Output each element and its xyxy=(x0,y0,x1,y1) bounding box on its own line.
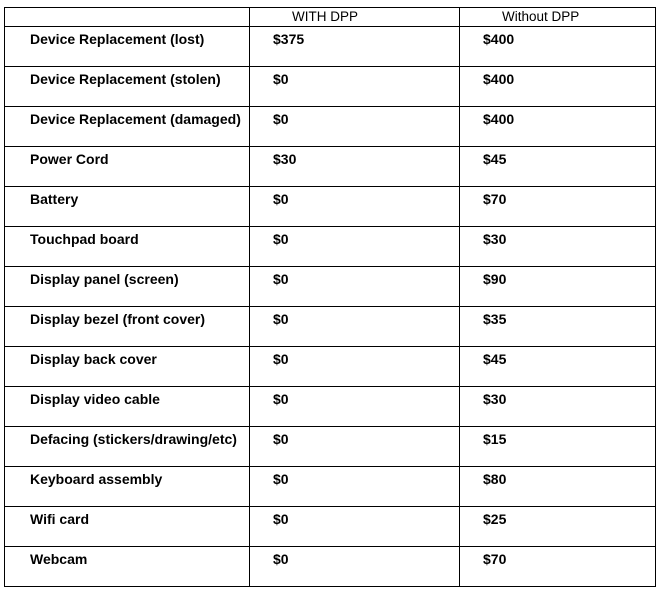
table-row xyxy=(5,107,656,147)
without-dpp-cost: $25 xyxy=(460,507,656,547)
header-without-dpp: Without DPP xyxy=(460,8,656,27)
item-name: Webcam xyxy=(5,547,250,587)
with-dpp-cost: $0 xyxy=(250,187,460,227)
table-row xyxy=(5,227,656,267)
with-dpp-cost: $0 xyxy=(250,467,460,507)
table-row xyxy=(5,427,656,467)
item-name: Touchpad board xyxy=(5,227,250,267)
item-name: Display bezel (front cover) xyxy=(5,307,250,347)
with-dpp-cost: $375 xyxy=(250,27,460,67)
with-dpp-cost: $0 xyxy=(250,347,460,387)
item-name: Display panel (screen) xyxy=(5,267,250,307)
with-dpp-cost: $0 xyxy=(250,227,460,267)
without-dpp-cost: $70 xyxy=(460,187,656,227)
table-row xyxy=(5,307,656,347)
item-name: Keyboard assembly xyxy=(5,467,250,507)
item-name: Battery xyxy=(5,187,250,227)
with-dpp-cost: $0 xyxy=(250,547,460,587)
table-row xyxy=(5,387,656,427)
item-name: Display back cover xyxy=(5,347,250,387)
without-dpp-cost: $400 xyxy=(460,67,656,107)
item-name: Device Replacement (stolen) xyxy=(5,67,250,107)
header-row xyxy=(5,8,656,27)
repair-fee-table xyxy=(4,7,656,587)
without-dpp-cost: $90 xyxy=(460,267,656,307)
with-dpp-cost: $0 xyxy=(250,267,460,307)
table-header xyxy=(5,8,656,27)
item-name: Defacing (stickers/drawing/etc) xyxy=(5,427,250,467)
without-dpp-cost: $15 xyxy=(460,427,656,467)
with-dpp-cost: $0 xyxy=(250,427,460,467)
without-dpp-cost: $80 xyxy=(460,467,656,507)
with-dpp-cost: $0 xyxy=(250,387,460,427)
table-row xyxy=(5,147,656,187)
table-body xyxy=(5,27,656,587)
table-row xyxy=(5,67,656,107)
with-dpp-cost: $0 xyxy=(250,307,460,347)
without-dpp-cost: $30 xyxy=(460,227,656,267)
with-dpp-cost: $0 xyxy=(250,507,460,547)
table-row xyxy=(5,267,656,307)
header-with-dpp: WITH DPP xyxy=(250,8,460,27)
item-name: Wifi card xyxy=(5,507,250,547)
item-name: Device Replacement (lost) xyxy=(5,27,250,67)
table-row xyxy=(5,347,656,387)
item-name: Display video cable xyxy=(5,387,250,427)
table-row xyxy=(5,467,656,507)
table-row xyxy=(5,507,656,547)
without-dpp-cost: $70 xyxy=(460,547,656,587)
without-dpp-cost: $400 xyxy=(460,107,656,147)
without-dpp-cost: $400 xyxy=(460,27,656,67)
without-dpp-cost: $45 xyxy=(460,347,656,387)
without-dpp-cost: $35 xyxy=(460,307,656,347)
table-row xyxy=(5,27,656,67)
with-dpp-cost: $30 xyxy=(250,147,460,187)
with-dpp-cost: $0 xyxy=(250,67,460,107)
without-dpp-cost: $30 xyxy=(460,387,656,427)
table-row xyxy=(5,187,656,227)
item-name: Device Replacement (damaged) xyxy=(5,107,250,147)
without-dpp-cost: $45 xyxy=(460,147,656,187)
header-item-cell xyxy=(5,8,250,27)
with-dpp-cost: $0 xyxy=(250,107,460,147)
table-row xyxy=(5,547,656,587)
item-name: Power Cord xyxy=(5,147,250,187)
